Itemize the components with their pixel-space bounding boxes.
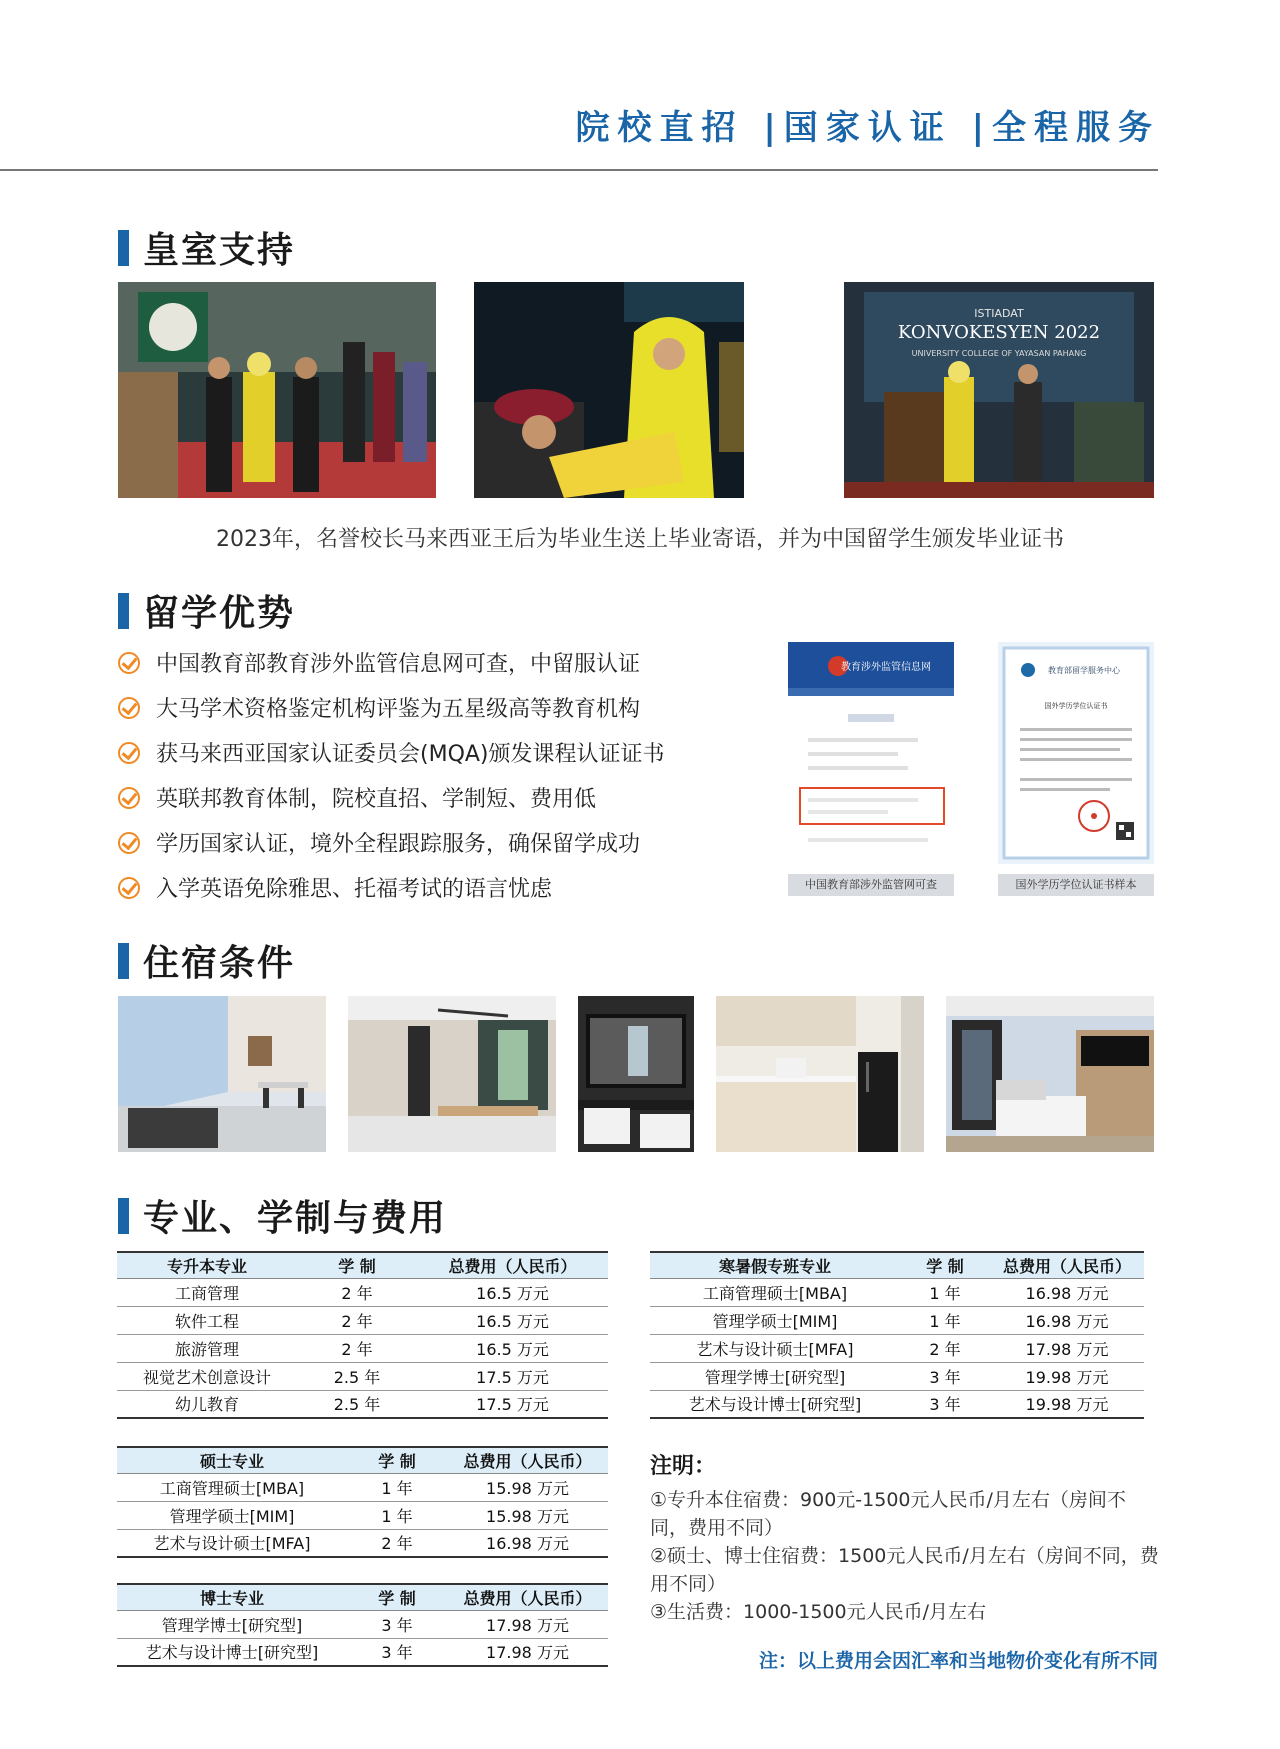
doc-title: 国外学历学位认证书 — [1044, 702, 1108, 710]
table-row — [650, 1390, 1144, 1418]
table-header-row — [650, 1252, 1144, 1278]
list-item — [118, 820, 665, 865]
section-title-text: 住宿条件 — [143, 943, 296, 984]
photo-kitchen — [716, 996, 924, 1152]
photo-text: UNIVERSITY COLLEGE OF YAYASAN PAHANG — [911, 349, 1087, 358]
cell-duration: 3 年 — [900, 1362, 990, 1390]
list-item — [118, 730, 665, 775]
cell-fee: 17.98 万元 — [447, 1610, 608, 1638]
table-row — [117, 1390, 608, 1418]
note-line: ③生活费：1000-1500元人民币/月左右 — [650, 1601, 986, 1623]
cell-program: 管理学博士[研究型] — [117, 1610, 347, 1638]
cell-duration: 1 年 — [347, 1501, 447, 1529]
cell-duration: 2 年 — [297, 1306, 417, 1334]
section-title-advantages — [118, 585, 295, 636]
fee-notes — [650, 1449, 1160, 1626]
check-circle-icon — [118, 877, 140, 899]
check-circle-icon — [118, 787, 140, 809]
advantage-text: 学历国家认证，境外全程跟踪服务，确保留学成功 — [156, 832, 641, 857]
check-circle-icon — [118, 832, 140, 854]
cell-program: 艺术与设计硕士[MFA] — [117, 1529, 347, 1557]
cell-program: 艺术与设计硕士[MFA] — [650, 1334, 900, 1362]
table-row — [117, 1529, 608, 1557]
photo-convocation-certificate — [844, 282, 1154, 498]
cell-duration: 2 年 — [297, 1334, 417, 1362]
cell-program: 幼儿教育 — [117, 1390, 297, 1418]
column-header: 专升本专业 — [117, 1252, 297, 1278]
advantage-text: 中国教育部教育涉外监管信息网可查，中留服认证 — [156, 652, 641, 677]
table-row — [117, 1501, 608, 1529]
table-row — [650, 1278, 1144, 1306]
photo-graduation-procession — [118, 282, 436, 498]
list-item — [118, 685, 665, 730]
photo-queen-speech — [474, 282, 744, 498]
note-line: ①专升本住宿费：900元-1500元人民币/月左右（房间不同，费用不同） — [650, 1489, 1126, 1539]
cell-duration: 3 年 — [347, 1638, 447, 1666]
cell-fee: 17.98 万元 — [447, 1638, 608, 1666]
table-row — [117, 1278, 608, 1306]
section-marker — [118, 1198, 129, 1234]
column-header: 学 制 — [297, 1252, 417, 1278]
section-marker — [118, 943, 129, 979]
column-header: 总费用（人民币） — [417, 1252, 608, 1278]
check-circle-icon — [118, 697, 140, 719]
cell-program: 工商管理硕士[MBA] — [650, 1278, 900, 1306]
section-title-fees — [118, 1190, 447, 1241]
cell-fee: 16.98 万元 — [990, 1306, 1144, 1334]
list-item — [118, 775, 665, 820]
list-item — [118, 640, 665, 685]
cell-duration: 3 年 — [900, 1390, 990, 1418]
table-row — [117, 1306, 608, 1334]
doc-image-supervision-site — [788, 642, 954, 864]
table-row — [650, 1334, 1144, 1362]
table-row — [650, 1362, 1144, 1390]
cell-fee: 15.98 万元 — [447, 1473, 608, 1501]
column-header: 总费用（人民币） — [447, 1447, 608, 1473]
table-row — [117, 1638, 608, 1666]
section-title-housing — [118, 935, 295, 986]
cell-duration: 1 年 — [347, 1473, 447, 1501]
royal-caption: 2023年，名誉校长马来西亚王后为毕业生送上毕业寄语，并为中国留学生颁发毕业证书 — [216, 527, 1064, 552]
photo-bedroom — [946, 996, 1154, 1152]
cell-program: 管理学硕士[MIM] — [117, 1501, 347, 1529]
photo-bathroom — [578, 996, 694, 1152]
doc-header: 教育部留学服务中心 — [1048, 666, 1120, 675]
photo-text: KONVOKESYEN 2022 — [897, 322, 1101, 343]
cell-program: 艺术与设计博士[研究型] — [117, 1638, 347, 1666]
table-masters-programs — [117, 1446, 608, 1558]
cell-fee: 16.98 万元 — [447, 1529, 608, 1557]
column-header: 学 制 — [347, 1447, 447, 1473]
cell-duration: 3 年 — [347, 1610, 447, 1638]
header-divider — [0, 169, 1158, 171]
advantage-text: 英联邦教育体制，院校直招、学制短、费用低 — [156, 787, 597, 812]
note-line: ②硕士、博士住宿费：1500元人民币/月左右（房间不同，费用不同） — [650, 1545, 1159, 1595]
notes-title: 注明： — [650, 1454, 717, 1479]
doc-image-degree-certificate — [998, 642, 1154, 864]
table-row — [117, 1610, 608, 1638]
advantages-list — [118, 640, 665, 910]
check-circle-icon — [118, 652, 140, 674]
cell-fee: 15.98 万元 — [447, 1501, 608, 1529]
column-header: 博士专业 — [117, 1584, 347, 1610]
cell-fee: 19.98 万元 — [990, 1362, 1144, 1390]
doc-label-certificate: 国外学历学位认证书样本 — [998, 874, 1154, 896]
cell-program: 工商管理 — [117, 1278, 297, 1306]
cell-duration: 2 年 — [347, 1529, 447, 1557]
table-row — [650, 1306, 1144, 1334]
cell-program: 旅游管理 — [117, 1334, 297, 1362]
section-marker — [118, 230, 129, 266]
cell-program: 管理学博士[研究型] — [650, 1362, 900, 1390]
cell-duration: 2 年 — [900, 1334, 990, 1362]
table-header-row — [117, 1584, 608, 1610]
check-circle-icon — [118, 742, 140, 764]
cell-program: 艺术与设计博士[研究型] — [650, 1390, 900, 1418]
table-row — [117, 1362, 608, 1390]
cell-program: 管理学硕士[MIM] — [650, 1306, 900, 1334]
advantage-text: 大马学术资格鉴定机构评鉴为五星级高等教育机构 — [156, 697, 641, 722]
table-phd-programs — [117, 1583, 608, 1667]
cell-program: 视觉艺术创意设计 — [117, 1362, 297, 1390]
table-row — [117, 1334, 608, 1362]
doc-label-supervision: 中国教育部涉外监管网可查 — [788, 874, 954, 896]
cell-fee: 16.5 万元 — [417, 1278, 608, 1306]
column-header: 硕士专业 — [117, 1447, 347, 1473]
table-header-row — [117, 1447, 608, 1473]
cell-fee: 17.5 万元 — [417, 1362, 608, 1390]
column-header: 总费用（人民币） — [990, 1252, 1144, 1278]
cell-duration: 2.5 年 — [297, 1390, 417, 1418]
cell-fee: 19.98 万元 — [990, 1390, 1144, 1418]
header-tagline: 院校直招 |国家认证 |全程服务 — [575, 108, 1160, 148]
fee-disclaimer: 注：以上费用会因汇率和当地物价变化有所不同 — [758, 1650, 1158, 1672]
list-item — [118, 865, 665, 910]
cell-program: 工商管理硕士[MBA] — [117, 1473, 347, 1501]
advantage-text: 获马来西亚国家认证委员会(MQA)颁发课程认证证书 — [156, 742, 665, 767]
cell-duration: 2.5 年 — [297, 1362, 417, 1390]
section-title-royal — [118, 222, 295, 273]
section-title-text: 专业、学制与费用 — [143, 1198, 448, 1239]
photo-dining-area — [348, 996, 556, 1152]
cell-fee: 17.5 万元 — [417, 1390, 608, 1418]
cell-program: 软件工程 — [117, 1306, 297, 1334]
column-header: 学 制 — [900, 1252, 990, 1278]
column-header: 学 制 — [347, 1584, 447, 1610]
table-header-row — [117, 1252, 608, 1278]
column-header: 寒暑假专班专业 — [650, 1252, 900, 1278]
advantage-text: 入学英语免除雅思、托福考试的语言忧虑 — [156, 877, 553, 902]
cell-duration: 1 年 — [900, 1306, 990, 1334]
photo-text: ISTIADAT — [974, 307, 1024, 320]
section-title-text: 皇室支持 — [143, 230, 296, 271]
table-row — [117, 1473, 608, 1501]
cell-duration: 2 年 — [297, 1278, 417, 1306]
cell-fee: 16.5 万元 — [417, 1334, 608, 1362]
section-title-text: 留学优势 — [143, 593, 296, 634]
column-header: 总费用（人民币） — [447, 1584, 608, 1610]
doc-header: 教育涉外监管信息网 — [841, 662, 931, 673]
section-marker — [118, 593, 129, 629]
cell-duration: 1 年 — [900, 1278, 990, 1306]
table-holiday-programs — [650, 1251, 1144, 1419]
cell-fee: 17.98 万元 — [990, 1334, 1144, 1362]
cell-fee: 16.5 万元 — [417, 1306, 608, 1334]
photo-living-room — [118, 996, 326, 1152]
cell-fee: 16.98 万元 — [990, 1278, 1144, 1306]
table-upgrade-programs — [117, 1251, 608, 1419]
